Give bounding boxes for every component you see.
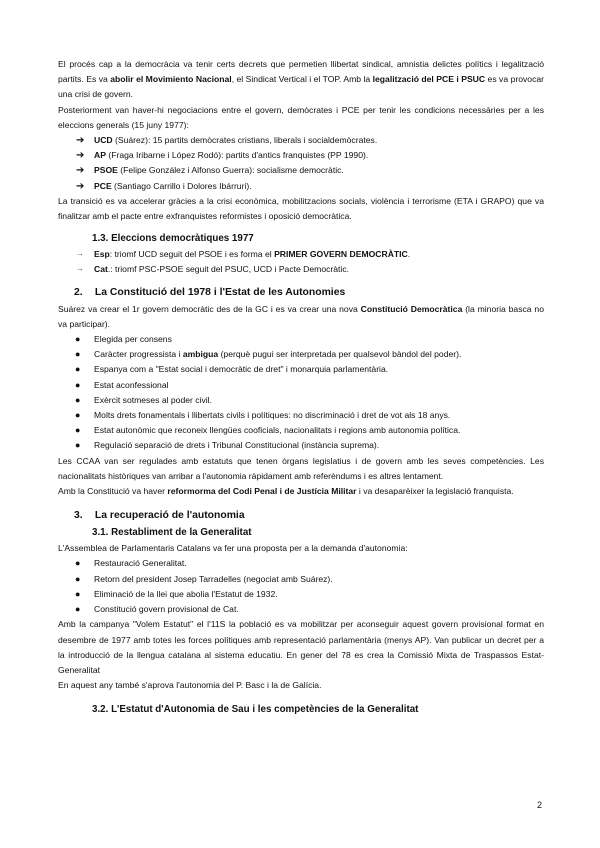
list-item: ● Espanya com a "Estat social i democràtic de dret" i monarquia parlamentària. bbox=[58, 362, 544, 377]
constitution-features-list bbox=[58, 332, 544, 454]
bullet-icon: ● bbox=[75, 440, 81, 451]
paragraph-negotiations: Posteriorment van haver-hi negociacions entre el govern, demòcrates i PCE per tenir les condicions necessàries per a les eleccions generals (15 juny 1977): bbox=[58, 104, 544, 130]
list-item: ● Restauració Generalitat. bbox=[58, 556, 544, 571]
heading-3-2: 3.2. L'Estatut d'Autonomia de Sau i les competències de la Generalitat bbox=[92, 704, 419, 716]
bullet-icon: ● bbox=[75, 364, 81, 375]
list-item: ● Eliminació de la llei que abolia l'Estatut de 1932. bbox=[58, 587, 544, 602]
list-item: → Esp: triomf UCD seguit del PSOE i es forma el PRIMER GOVERN DEMOCRÀTIC. bbox=[58, 247, 544, 262]
paragraph-transition: La transició es va accelerar gràcies a la crisi econòmica, mobilitzacions socials, violència i terrorisme (ETA i GRAPO) que va finalitzar amb el pacte entre exfranquistes reformistes i oposició democràtica. bbox=[58, 195, 544, 222]
arrow-right-icon: ➔ bbox=[76, 150, 85, 162]
bullet-icon: ● bbox=[75, 558, 81, 569]
list-item: ● Regulació separació de drets i Tribunal Constitucional (instància suprema). bbox=[58, 438, 544, 453]
autonomy-demands-list bbox=[58, 556, 544, 617]
elections-list bbox=[58, 247, 544, 277]
heading-2: 2. La Constitució del 1978 i l'Estat de les Autonomies bbox=[74, 286, 346, 298]
heading-1-3: 1.3. Eleccions democràtiques 1977 bbox=[92, 233, 254, 245]
heading-3: 3. La recuperació de l'autonomia bbox=[74, 510, 245, 522]
heading-3-1: 3.1. Restabliment de la Generalitat bbox=[92, 527, 252, 539]
parties-list bbox=[58, 133, 544, 194]
paragraph-basque-galicia: En aquest any també s'aprova l'autonomia del P. Basc i la de Galícia. bbox=[58, 680, 322, 691]
list-item: ➔ UCD (Suárez): 15 partits demòcrates cristians, liberals i socialdemòcrates. bbox=[58, 133, 544, 148]
arrow-right-icon: ➔ bbox=[76, 165, 85, 177]
list-item: ● Elegida per consens bbox=[58, 332, 544, 347]
list-item: ● Estat autonòmic que reconeix llengües cooficials, nacionalitats i regions amb autonomia política. bbox=[58, 423, 544, 438]
paragraph-ccaa: Les CCAA van ser regulades amb estatuts que tenen òrgans legislatius i de govern amb les seves competències. Les nacionalitats històriques van arribar a l'autonomia ràpidament amb referèndums i es altres lentament. bbox=[58, 455, 544, 481]
bullet-icon: ● bbox=[75, 349, 81, 360]
list-item: ● Exèrcit sotmeses al poder civil. bbox=[58, 393, 544, 408]
bullet-icon: ● bbox=[75, 410, 81, 421]
paragraph-reform: Amb la Constitució va haver reformorma del Codi Penal i de Justícia Militar i va desaparèixer la legislació franquista. bbox=[58, 486, 514, 497]
arrow-right-icon: ➔ bbox=[76, 135, 85, 147]
list-item: ➔ PCE (Santiago Carrillo i Dolores Ibárruri). bbox=[58, 179, 544, 194]
list-item: → Cat.: triomf PSC-PSOE seguit del PSUC, UCD i Pacte Democràtic. bbox=[58, 262, 544, 277]
page-number: 2 bbox=[537, 800, 543, 810]
paragraph-intro: El procés cap a la democràcia va tenir certs decrets que permetien llibertat sindical, amnistia delictes polítics i legalització partits. Es va abolir el Movimiento Nacional, el Sindicat Vertical i el TOP. Amb la legalització del PCE i PSUC es va provocar una crisi de govern. bbox=[58, 59, 545, 100]
list-item: ● Constitució govern provisional de Cat. bbox=[58, 602, 544, 617]
bullet-icon: ● bbox=[75, 604, 81, 615]
page-content bbox=[58, 57, 544, 718]
list-item: ● Estat aconfessional bbox=[58, 378, 544, 393]
list-item: ● Retorn del president Josep Tarradelles (negociat amb Suárez). bbox=[58, 572, 544, 587]
paragraph-constitution: Suárez va crear el 1r govern democràtic des de la GC i es va crear una nova Constitució Democràtica (la minoria basca no va participar). bbox=[58, 303, 544, 329]
list-item: ➔ PSOE (Felipe González i Alfonso Guerra): socialisme democràtic. bbox=[58, 163, 544, 178]
bullet-icon: ● bbox=[75, 394, 81, 405]
arrow-right-icon: ➔ bbox=[76, 180, 85, 192]
list-item: ● Caràcter progressista i ambigua (perquè pugui ser interpretada per qualsevol bàndol del poder). bbox=[58, 347, 544, 362]
list-item: ➔ AP (Fraga Iribarne i López Rodó): partits d'antics franquistes (PP 1990). bbox=[58, 148, 544, 163]
paragraph-campaign: Amb la campanya "Volem Estatut" el l'11S la població es va mobilitzar per aconseguir aquest govern provisional format en desembre de 1977 amb totes les forces polítiques amb representació parlamentària (menys AP). Van publicar un decret per a la introducció de la llengua catalana al sistema educatiu. En gener del 78 es crea la Comissió Mixta de Traspassos Estat-Generalitat bbox=[58, 619, 544, 675]
list-item: ● Molts drets fonamentals i llibertats civils i polítiques: no discriminació i dret de vot als 18 anys. bbox=[58, 408, 544, 423]
paragraph-assembly: L'Assemblea de Parlamentaris Catalans va fer una proposta per a la demanda d'autonomia: bbox=[58, 543, 408, 554]
bullet-icon: ● bbox=[75, 588, 81, 599]
arrow-right-icon: → bbox=[76, 264, 84, 274]
bullet-icon: ● bbox=[75, 425, 81, 436]
bullet-icon: ● bbox=[75, 573, 81, 584]
bullet-icon: ● bbox=[75, 334, 81, 345]
arrow-right-icon: → bbox=[76, 249, 84, 259]
bullet-icon: ● bbox=[75, 379, 81, 390]
